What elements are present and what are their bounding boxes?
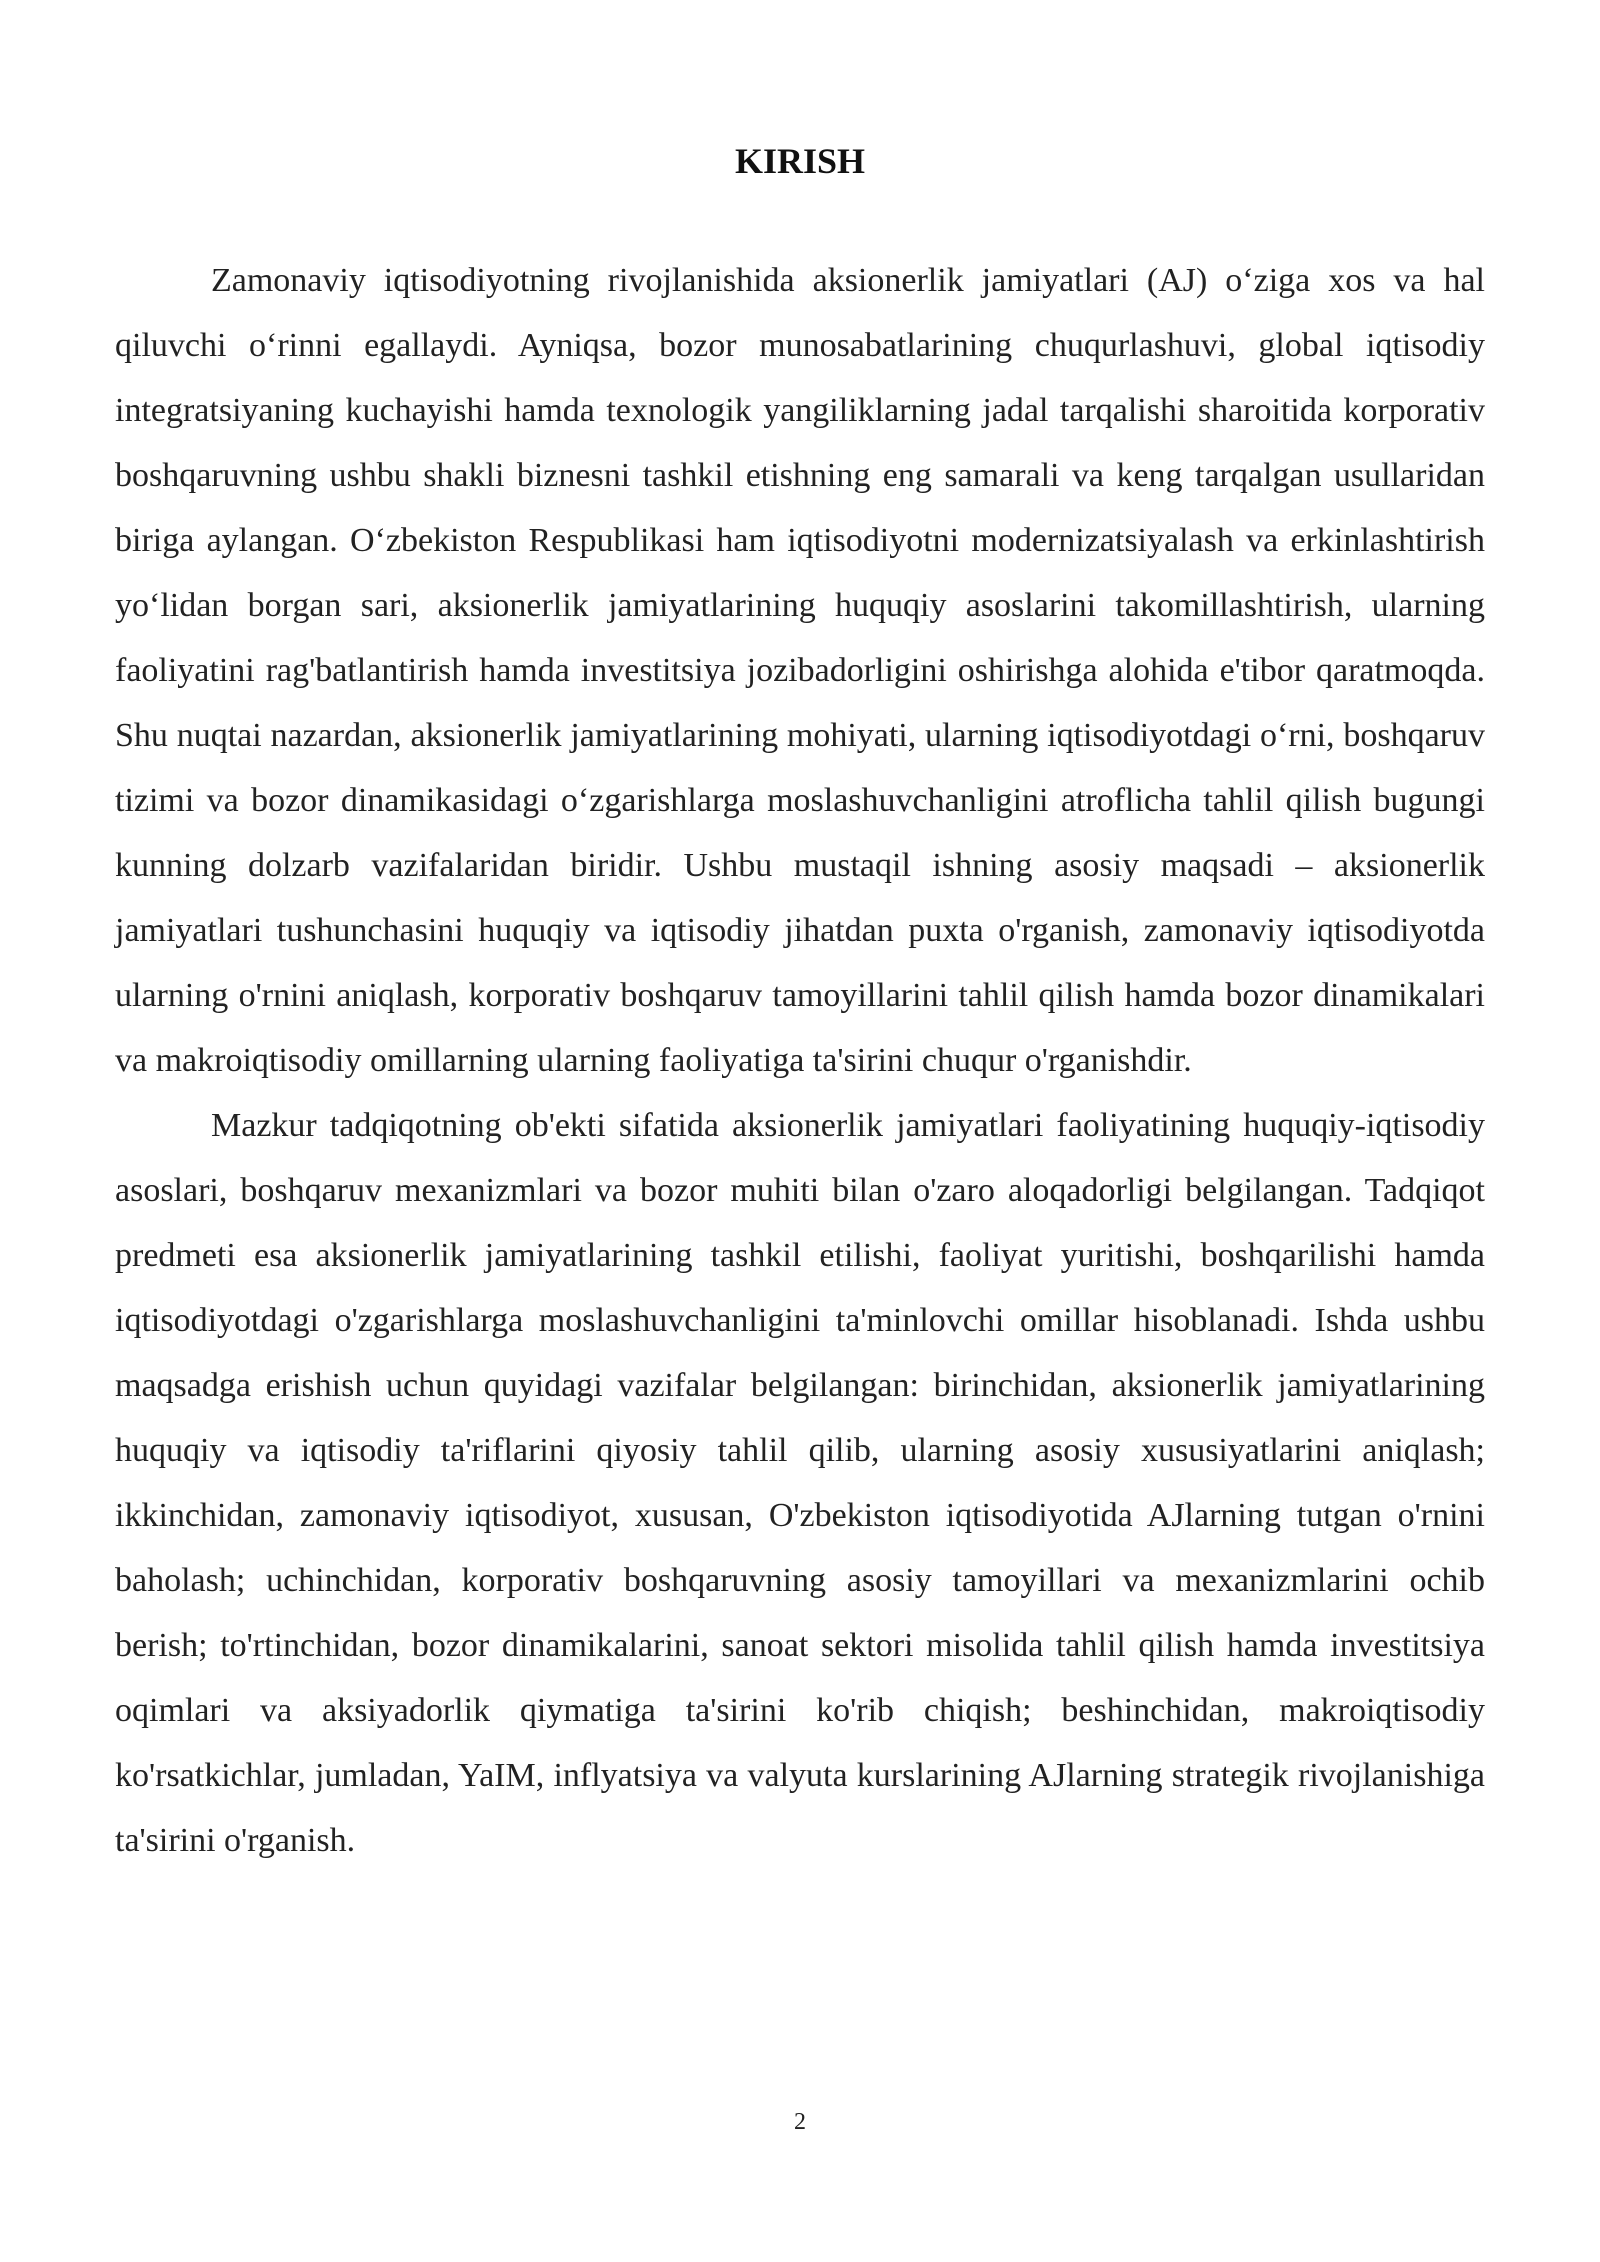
paragraph-research-object: Mazkur tadqiqotning ob'ekti sifatida aksionerlik jamiyatlari faoliyatining huquqiy-iqtisodiy asoslari, boshqaruv mexanizmlari va bozor muhiti bilan o'zaro aloqadorligi belgilangan. Tadqiqot predmeti esa aksionerlik jamiyatlarining tashkil etilishi, faoliyat yuritishi, boshqarilishi hamda iqtisodiyotdagi o'zgarishlarga moslashuvchanligini ta'minlovchi omillar hisoblanadi. Ishda ushbu maqsadga erishish uchun quyidagi vazifalar belgilangan: birinchidan, aksionerlik jamiyatlarining huquqiy va iqtisodiy ta'riflarini qiyosiy tahlil qilib, ularning asosiy xususiyatlarini aniqlash; ikkinchidan, zamonaviy iqtisodiyot, xususan, O'zbekiston iqtisodiyotida AJlarning tutgan o'rnini baholash; uchinchidan, korporativ boshqaruvning asosiy tamoyillari va mexanizmlarini ochib berish; to'rtinchidan, bozor dinamikalarini, sanoat sektori misolida tahlil qilish hamda investitsiya oqimlari va aksiyadorlik qiymatiga ta'sirini ko'rib chiqish; beshinchidan, makroiqtisodiy ko'rsatkichlar, jumladan, YaIM, inflyatsiya va valyuta kurslarining AJlarning strategik rivojlanishiga ta'sirini o'rganish. [115, 1107, 1485, 1859]
paragraph-introduction: Zamonaviy iqtisodiyotning rivojlanishida aksionerlik jamiyatlari (AJ) o‘ziga xos va hal qiluvchi o‘rinni egallaydi. Ayniqsa, bozor munosabatlarining chuqurlashuvi, global iqtisodiy integratsiyaning kuchayishi hamda texnologik yangiliklarning jadal tarqalishi sharoitida korporativ boshqaruvning ushbu shakli biznesni tashkil etishning eng samarali va keng tarqalgan usullaridan biriga aylangan. O‘zbekiston Respublikasi ham iqtisodiyotni modernizatsiyalash va erkinlashtirish yo‘lidan borgan sari, aksionerlik jamiyatlarining huquqiy asoslarini takomillashtirish, ularning faoliyatini rag'batlantirish hamda investitsiya jozibadorligini oshirishga alohida e'tibor qaratmoqda. Shu nuqtai nazardan, aksionerlik jamiyatlarining mohiyati, ularning iqtisodiyotdagi o‘rni, boshqaruv tizimi va bozor dinamikasidagi o‘zgarishlarga moslashuvchanligini atroflicha tahlil qilish bugungi kunning dolzarb vazifalaridan biridir. Ushbu mustaqil ishning asosiy maqsadi – aksionerlik jamiyatlari tushunchasini huquqiy va iqtisodiy jihatdan puxta o'rganish, zamonaviy iqtisodiyotda ularning o'rnini aniqlash, korporativ boshqaruv tamoyillarini tahlil qilish hamda bozor dinamikalari va makroiqtisodiy omillarning ularning faoliyatiga ta'sirini chuqur o'rganishdir. [115, 262, 1485, 1079]
page-number: 2 [794, 2109, 806, 2135]
body-text [115, 248, 1485, 1873]
section-title: KIRISH [734, 141, 866, 182]
